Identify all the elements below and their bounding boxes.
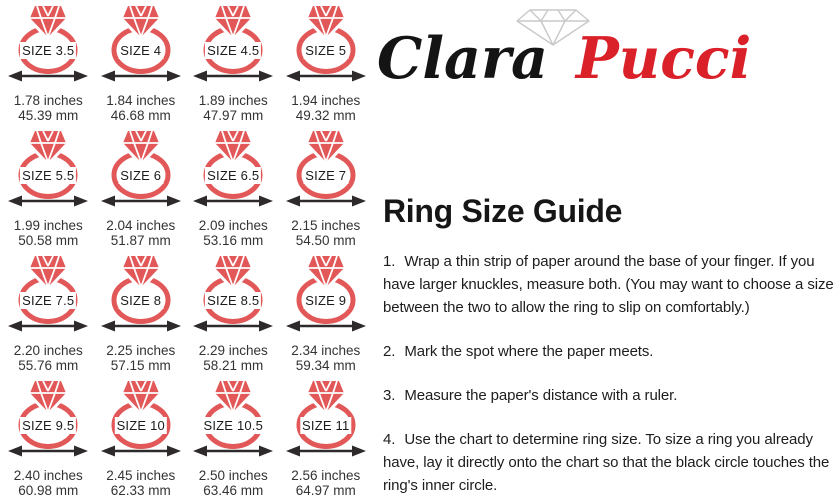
step-text: Mark the spot where the paper meets. [404,343,654,360]
ring-size-label: SIZE 6.5 [207,168,260,183]
ring-size-label: SIZE 6 [120,168,162,183]
ring-figure [99,4,183,84]
step-number: 4. [383,431,396,448]
ring-size-cell [187,252,280,377]
ring-figure [191,254,275,334]
step-text: Use the chart to determine ring size. To size a ring you already have, lay it directly onto the chart so that the black circle touches the ring's inner circle. [383,431,830,494]
ring-figure [284,129,368,209]
instructions [383,250,835,501]
ring-figure [99,129,183,209]
ring-diameter-mm: 63.46 mm [203,483,264,498]
ring-size-label: SIZE 10.5 [203,418,264,433]
ring-diameter-inches: 2.15 inches [291,218,361,233]
ring-size-cell [187,377,280,501]
ring-diameter-mm: 51.87 mm [110,233,171,248]
ring-figure [99,254,183,334]
step-number: 3. [383,387,396,404]
ring-size-label: SIZE 5 [305,43,347,58]
ring-diameter-inches: 1.89 inches [198,93,268,108]
ring-diameter-inches: 2.50 inches [198,468,268,483]
ring-size-cell [95,2,188,127]
ring-diameter-mm: 58.21 mm [203,358,264,373]
ring-size-label: SIZE 7 [305,168,347,183]
ring-figure [284,254,368,334]
ring-size-cell [280,2,373,127]
step-number: 1. [383,253,396,270]
ring-size-label: SIZE 7.5 [22,293,75,308]
ring-diameter-mm: 60.98 mm [18,483,79,498]
ring-size-cell [95,252,188,377]
ring-diameter-inches: 2.04 inches [106,218,176,233]
ring-diameter-mm: 47.97 mm [203,108,264,123]
ring-diameter-inches: 1.99 inches [13,218,83,233]
ring-figure [191,379,275,459]
ring-diameter-inches: 2.25 inches [106,343,176,358]
ring-figure [99,379,183,459]
ring-size-label: SIZE 4 [120,43,162,58]
instruction-step [383,428,835,497]
ring-size-cell [95,377,188,501]
ring-figure [6,129,90,209]
ring-size-cell [2,127,95,252]
step-text: Wrap a thin strip of paper around the base of your finger. If you have larger knuckles, measure both. (You may want to choose a size between the two to allow the ring to slip on comfortably.) [383,253,834,316]
ring-diameter-inches: 2.40 inches [13,468,83,483]
ring-figure [6,254,90,334]
ring-diameter-mm: 49.32 mm [295,108,356,123]
ring-diameter-inches: 2.29 inches [198,343,268,358]
step-text: Measure the paper's distance with a ruler. [404,387,678,404]
ring-size-cell [2,377,95,501]
ring-figure [6,4,90,84]
ring-size-label: SIZE 11 [302,418,350,433]
ring-figure [284,4,368,84]
ring-size-cell [2,2,95,127]
ring-size-cell [187,2,280,127]
ring-diameter-mm: 64.97 mm [295,483,356,498]
ring-size-label: SIZE 9.5 [22,418,75,433]
instruction-step [383,384,835,407]
ring-diameter-inches: 2.09 inches [198,218,268,233]
ring-size-label: SIZE 4.5 [207,43,260,58]
ring-diameter-inches: 1.78 inches [13,93,83,108]
ring-size-label: SIZE 8.5 [207,293,260,308]
ring-diameter-inches: 1.94 inches [291,93,361,108]
ring-size-chart [0,0,372,501]
ring-size-label: SIZE 3.5 [22,43,75,58]
ring-size-cell [280,377,373,501]
ring-diameter-mm: 45.39 mm [18,108,79,123]
ring-size-cell [95,127,188,252]
ring-diameter-mm: 59.34 mm [295,358,356,373]
logo-wordmark [377,26,751,92]
ring-figure [191,4,275,84]
ring-figure [6,379,90,459]
ring-size-label: SIZE 9 [305,293,347,308]
ring-diameter-mm: 53.16 mm [203,233,264,248]
ring-diameter-inches: 2.45 inches [106,468,176,483]
ring-diameter-mm: 62.33 mm [110,483,171,498]
ring-size-label: SIZE 8 [120,293,162,308]
instruction-step [383,340,835,363]
logo-pucci-text: Pucci [575,25,752,92]
ring-diameter-mm: 46.68 mm [110,108,171,123]
ring-diameter-inches: 2.56 inches [291,468,361,483]
ring-size-label: SIZE 10 [116,418,165,433]
ring-diameter-inches: 2.34 inches [291,343,361,358]
logo-clara-text: Clara [377,25,548,92]
ring-size-cell [280,252,373,377]
ring-size-cell [2,252,95,377]
ring-size-cell [187,127,280,252]
ring-diameter-inches: 1.84 inches [106,93,176,108]
ring-diameter-mm: 55.76 mm [18,358,79,373]
instruction-step [383,250,835,319]
ring-diameter-mm: 54.50 mm [295,233,356,248]
ring-diameter-mm: 57.15 mm [110,358,171,373]
ring-size-label: SIZE 5.5 [22,168,75,183]
step-number: 2. [383,343,396,360]
ring-diameter-mm: 50.58 mm [18,233,79,248]
ring-diameter-inches: 2.20 inches [13,343,83,358]
ring-figure [191,129,275,209]
brand-logo [373,2,835,110]
page-title: Ring Size Guide [383,193,623,229]
ring-size-cell [280,127,373,252]
ring-figure [284,379,368,459]
